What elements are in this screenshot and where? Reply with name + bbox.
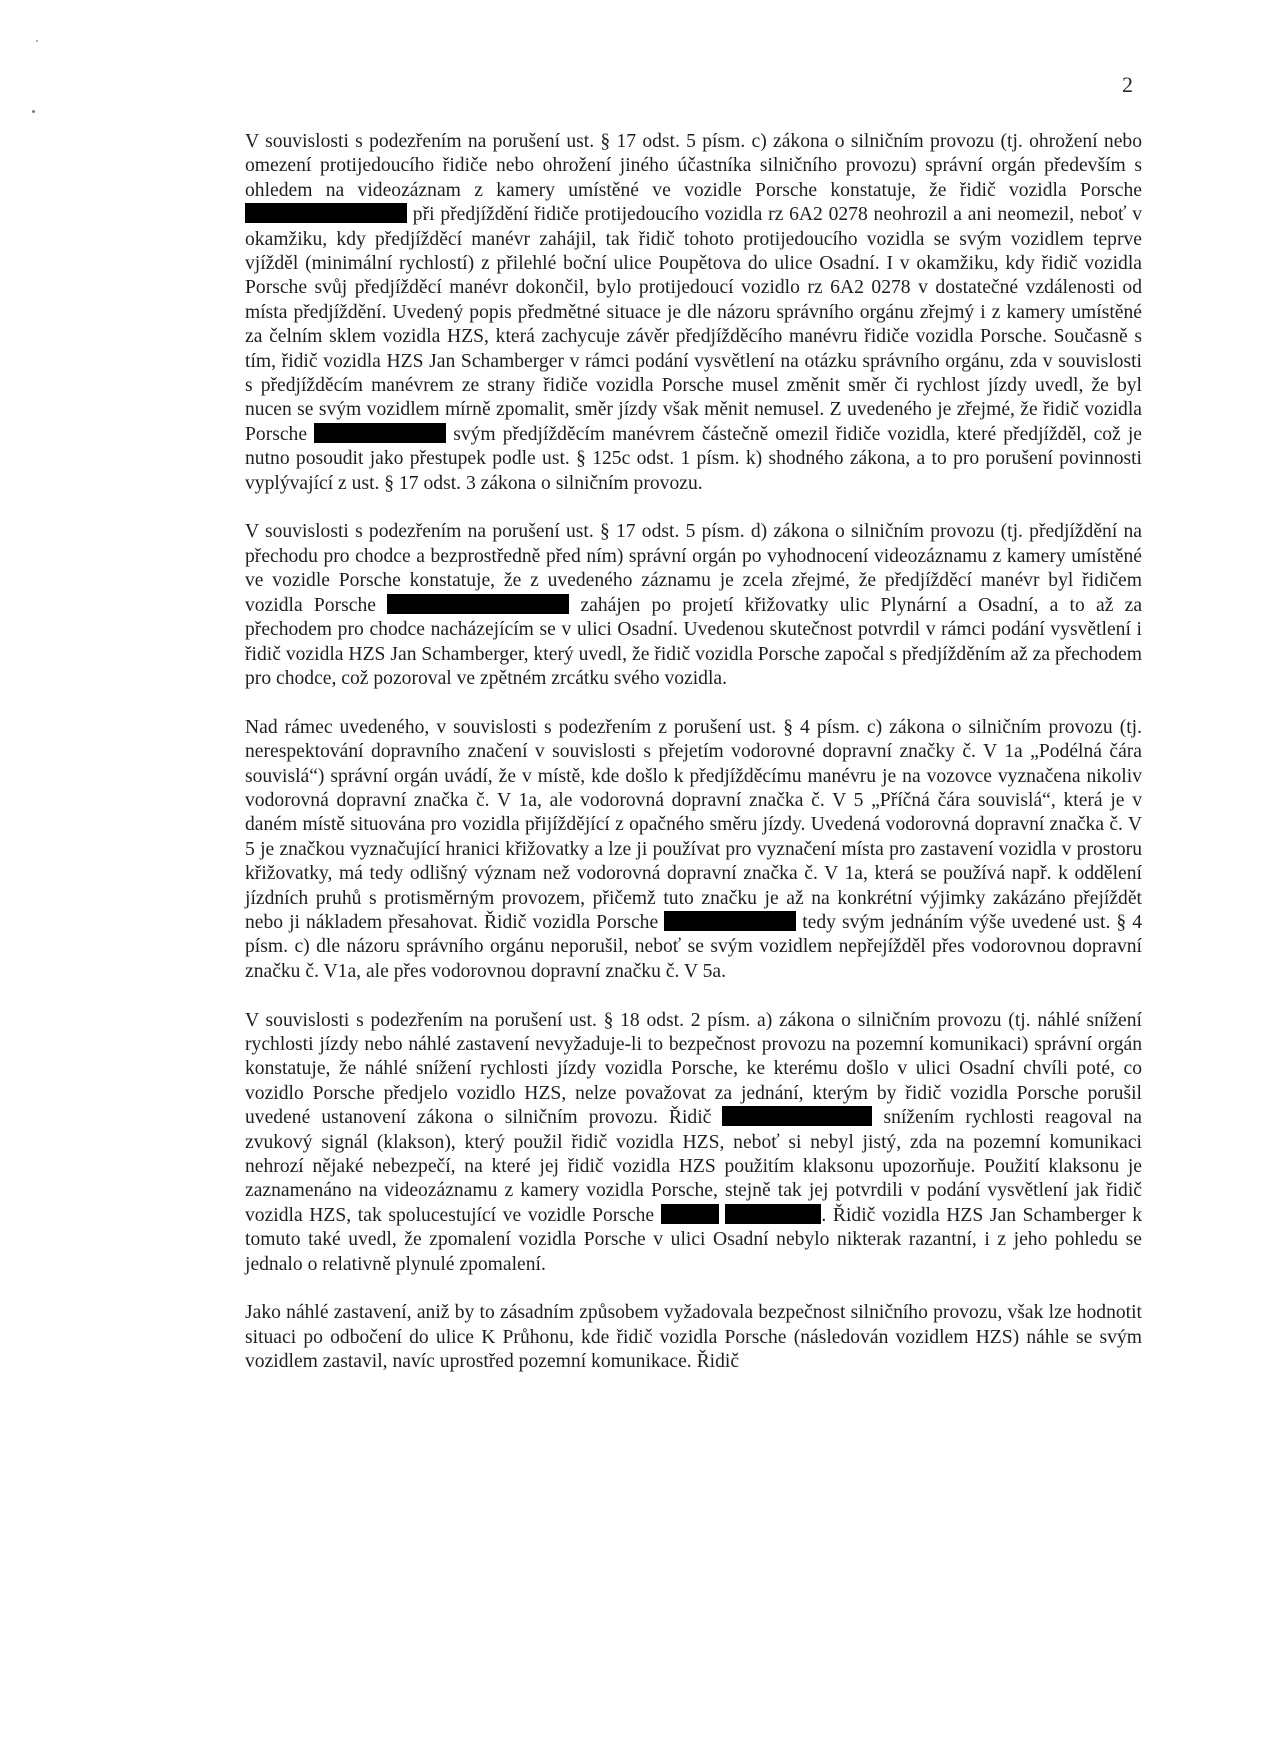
redaction-bar: [722, 1106, 872, 1126]
paragraph-text: svým předjížděcím manévrem částečně omezil řidiče vozidla, které předjížděl, což je nutno posoudit jako přestupek podle ust. § 125c odst. 1 písm. k) shodného zákona, a to pro porušení povinnosti vyplývající z ust. § 17 odst. 3 zákona o silničním provozu.: [245, 423, 1142, 494]
paragraph-pedestrian-crossing: [245, 520, 1142, 691]
paragraph-sudden-braking: [245, 1009, 1142, 1277]
paragraph-text: Jako náhlé zastavení, aniž by to zásadním způsobem vyžadovala bezpečnost silničního provozu, však lze hodnotit situaci po odbočení do ulice K Průhonu, kde řidič vozidla Porsche (následován vozidlem HZS) náhle se svým vozidlem zastavil, navíc uprostřed pozemní komunikace. Řidič: [245, 1302, 1142, 1373]
redaction-bar: [314, 423, 446, 443]
scan-speck: [36, 40, 38, 42]
redaction-bar: [725, 1204, 821, 1224]
paragraph-text: tedy svým jednáním výše uvedené ust. § 4 písm. c) dle názoru správního orgánu neporušil, neboť se svým vozidlem nepřejížděl přes vodorovnou dopravní značku č. V1a, ale přes vodorovnou dopravní značku č. V 5a.: [245, 911, 1143, 982]
paragraph-text: V souvislosti s podezřením na porušení ust. § 18 odst. 2 písm. a) zákona o silničním provozu (tj. náhlé snížení rychlosti jízdy nebo náhlé zastavení nevyžaduje-li to bezpečnost provozu na pozemní komunikaci) správní orgán konstatuje, že náhlé snížení rychlosti jízdy vozidla Porsche, ke kterému došlo v ulici Osadní chvíli poté, co vozidlo Porsche předjelo vozidlo HZS, nelze považovat za jednání, kterým by řidič vozidla Porsche porušil uvedené ustanovení zákona o silničním provozu. Řidič: [245, 1009, 1142, 1129]
paragraph-text: snížením rychlosti reagoval na zvukový signál (klakson), který použil řidič vozidla HZS, neboť si nebyl jistý, zda na pozemní komunikaci nehrozí nějaké nebezpečí, na které jej řidič vozidla HZS použitím klaksonu upozorňuje. Použití klaksonu je zaznamenáno na videozáznamu z kamery vozidla Porsche, stejně tak jej potvrdili v podání vysvětlení jak řidič vozidla HZS, tak spolucestující ve vozidle Porsche: [245, 1107, 1142, 1226]
document-body: [245, 130, 1142, 1399]
paragraph-road-marking: [245, 716, 1142, 984]
redaction-bar: [664, 911, 796, 931]
redaction-bar: [245, 203, 407, 223]
paragraph-text: Nad rámec uvedeného, v souvislosti s podezřením z porušení ust. § 4 písm. c) zákona o silničním provozu (tj. nerespektování dopravního značení v souvislosti s přejetím vodorovné dopravní značky č. V 1a „Podélná čára souvislá“) správní orgán uvádí, že v místě, kde došlo k předjížděcímu manévru je na vozovce vyznačena nikoliv vodorovná dopravní značka č. V 1a, ale vodorovná dopravní značka č. V 5 „Příčná čára souvislá“, která je v daném místě situována pro vozidla přijíždějící z opačného směru jízdy. Uvedená vodorovná dopravní značka č. V 5 je značkou vyznačující hranici křižovatky a lze ji používat pro vyznačení místa pro zastavení vozidla v prostoru křižovatky, má tedy odlišný význam než vodorovná dopravní značka č. V 1a, která se používá např. k oddělení jízdních pruhů s protisměrným provozem, přičemž tuto značku je až na konkrétní výjimky zakázáno přejíždět nebo ji nákladem přesahovat. Řidič vozidla Porsche: [245, 716, 1142, 933]
paragraph-sudden-stop: [245, 1301, 1142, 1374]
paragraph-text: . Řidič vozidla HZS Jan Schamberger k tomuto také uvedl, že zpomalení vozidla Porsche v ulici Osadní nebylo nikterak razantní, i z jeho pohledu se jednalo o relativně plynulé zpomalení.: [245, 1204, 1143, 1275]
page-number: 2: [1122, 72, 1133, 97]
redaction-bar: [387, 594, 569, 614]
paragraph-text: při předjíždění řidiče protijedoucího vozidla rz 6A2 0278 neohrozil a ani neomezil, neboť v okamžiku, kdy předjížděcí manévr zahájil, tak řidič tohoto protijedoucího vozidla se svým vozidlem teprve vjížděl (minimální rychlostí) z přilehlé boční ulice Poupětova do ulice Osadní. I v okamžiku, kdy řidič vozidla Porsche svůj předjížděcí manévr dokončil, bylo protijedoucí vozidlo rz 6A2 0278 v dostatečné vzdálenosti od místa předjíždění. Uvedený popis předmětné situace je dle názoru správního orgánu zřejmý i z kamery umístěné za čelním sklem vozidla HZS, která zachycuje závěr předjížděcího manévru řidiče vozidla Porsche. Současně s tím, řidič vozidla HZS Jan Schamberger v rámci podání vysvětlení na otázku správního orgánu, zda v souvislosti s předjížděcím manévrem ze strany řidiče vozidla Porsche musel změnit směr či rychlost jízdy uvedl, že byl nucen se svým vozidlem mírně zpomalit, směr jízdy však měnit nemusel. Z uvedeného je zřejmé, že řidič vozidla Porsche: [245, 204, 1142, 445]
paragraph-text: V souvislosti s podezřením na porušení ust. § 17 odst. 5 písm. c) zákona o silničním provozu (tj. ohrožení nebo omezení protijedoucího řidiče nebo ohrožení jiného účastníka silničního provozu) správní orgán především s ohledem na videozáznam z kamery umístěné ve vozidle Porsche konstatuje, že řidič vozidla Porsche: [245, 131, 1142, 201]
paragraph-text: V souvislosti s podezřením na porušení ust. § 17 odst. 5 písm. d) zákona o silničním provozu (tj. předjíždění na přechodu pro chodce a bezprostředně před ním) správní orgán po vyhodnocení videozáznamu z kamery umístěné ve vozidle Porsche konstatuje, že z uvedeného záznamu je zcela zřejmé, že předjížděcí manévr byl řidičem vozidla Porsche: [245, 521, 1142, 616]
paragraph-overtaking-endangerment: [245, 130, 1142, 496]
scan-speck: [32, 110, 35, 113]
redaction-bar: [661, 1204, 719, 1224]
paragraph-text: zahájen po projetí křižovatky ulic Plynární a Osadní, a to až za přechodem pro chodce nacházejícím se v ulici Osadní. Uvedenou skutečnost potvrdil v rámci podání vysvětlení i řidič vozidla HZS Jan Schamberger, který uvedl, že řidič vozidla Porsche započal s předjížděním až za přechodem pro chodce, což pozoroval ve zpětném zrcátku svého vozidla.: [245, 594, 1143, 689]
